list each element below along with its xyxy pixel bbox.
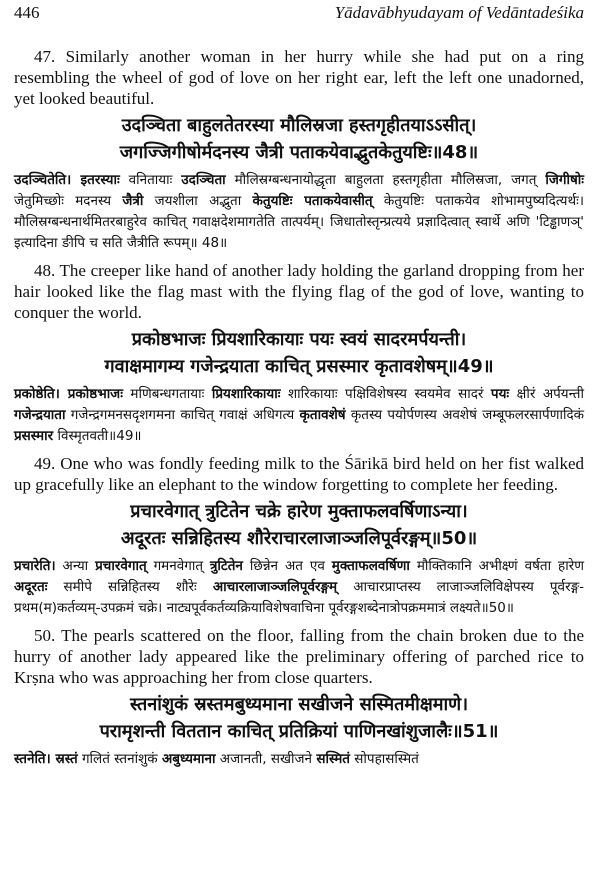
page-content bbox=[14, 46, 584, 776]
commentary-keyword: केतुयष्टिः पताकयेवासीत् bbox=[252, 193, 373, 209]
commentary-keyword: जैत्री bbox=[122, 193, 144, 209]
running-title: Yādavābhyudayam of Vedāntadeśika bbox=[334, 3, 584, 22]
page-header bbox=[14, 3, 584, 25]
verse-line: अदूरतः सन्निहितस्य शौरेराचारलाजाञ्जलिपूर्वरङ्गम्॥50॥ bbox=[120, 528, 478, 549]
commentary-keyword: मुक्ताफलवर्षिणा bbox=[331, 558, 410, 574]
commentary-text: विस्मृतवती॥49॥ bbox=[53, 428, 142, 444]
commentary-text: गजेन्द्रगमनसदृशगमना काचित् गवाक्षं अधिगत्य bbox=[65, 407, 300, 423]
translation-paragraph: 49. One who was fondly feeding milk to the Śārikā bird held on her fist walked up gracefully like an elephant to the window forgetting to complete her feeding. bbox=[14, 454, 584, 494]
commentary-text: वनितायाः bbox=[119, 172, 182, 188]
translation-paragraph: 47. Similarly another woman in her hurry while she had put on a ring resembling the wheel of god of love on her right ear, left the left one unadorned, yet looked beautiful. bbox=[14, 47, 584, 108]
verse-line: गवाक्षमागम्य गजेन्द्रयाता काचित् प्रसस्मार कृतावशेषम्॥49॥ bbox=[104, 356, 494, 377]
commentary-keyword: स्तनेति। स्रस्तं bbox=[14, 751, 78, 767]
commentary-keyword: कृतावशेषं bbox=[299, 407, 346, 423]
commentary-text: अजानती, सखीजने bbox=[215, 751, 317, 767]
translation-paragraph: 50. The pearls scattered on the floor, falling from the chain broken due to the hurry of another lady appeared like the preliminary offering of parched rice to Krṣna who was approaching her from close quarters. bbox=[14, 626, 584, 687]
commentary-keyword: जिगीषोः bbox=[545, 172, 584, 188]
verse-line: परामृशन्ती विततान काचित् प्रतिक्रियां पाणिनखांशुजालैः॥51॥ bbox=[99, 721, 499, 742]
commentary-keyword: उदञ्चितेति। इतरस्याः bbox=[14, 172, 120, 188]
commentary-text: मौलिस्रग्बन्धनायोद्धृता बाहुलता हस्तगृहीता मौलिस्रजा, जगत् bbox=[225, 172, 546, 188]
commentary-keyword: प्रियशारिकायाः bbox=[211, 386, 281, 402]
verse-line: स्तनांशुकं स्रस्तमबुध्यमाना सखीजने सस्मितमीक्षमाणे। bbox=[129, 694, 469, 715]
commentary-text: सोपहासस्मितं bbox=[349, 751, 419, 767]
sanskrit-verse bbox=[14, 326, 584, 380]
sanskrit-verse bbox=[14, 112, 584, 166]
commentary-keyword: उदञ्चिता bbox=[181, 172, 226, 188]
commentary-text: जेतुमिच्छोः मदनस्य bbox=[14, 193, 123, 209]
commentary-text: क्षीरं अर्पयन्ती bbox=[509, 386, 584, 402]
commentary-text: गमनवेगात् bbox=[146, 558, 210, 574]
commentary-paragraph bbox=[14, 749, 584, 770]
verse-line: प्रकोष्ठभाजः प्रियशारिकायाः पयः स्वयं सादरमर्पयन्ती। bbox=[131, 329, 467, 350]
verse-line: जगज्जिगीषोर्मदनस्य जैत्री पताकयेवाद्भुतकेतुयष्टिः॥48॥ bbox=[119, 142, 479, 163]
commentary-text: कृतस्य पयोर्पणस्य अवशेषं जम्बूफलरसार्पणादिकं bbox=[345, 407, 584, 423]
verse-line: उदञ्चिता बाहुलतेतरस्या मौलिस्रजा हस्तगृहीतयाऽऽसीत्। bbox=[121, 115, 477, 136]
commentary-paragraph bbox=[14, 384, 584, 447]
commentary-paragraph bbox=[14, 556, 584, 619]
commentary-keyword: सस्मितं bbox=[316, 751, 350, 767]
commentary-text: मौक्तिकानि अभीक्ष्णं वर्षता हारेण bbox=[409, 558, 584, 574]
commentary-text: आचारप्राप्तस्य लाजाञ्जलिविक्षेपस्य पूर्वरङ्ग-प्रथम(म)कर्तव्यम्-उपक्रमं चक्रे। नाट्यपूर्वकर्तव्यक्रियाविशेषवाचिना पूर्वरङ्गशब्देनात्रोपक्रममात्रं लक्ष्यते॥50॥ bbox=[14, 579, 585, 616]
commentary-text: जयशीला अद्भुता bbox=[143, 193, 253, 209]
commentary-keyword: त्रुटितेन bbox=[209, 558, 243, 574]
commentary-keyword: अबुध्यमाना bbox=[161, 751, 216, 767]
commentary-keyword: प्रसस्मार bbox=[14, 428, 54, 444]
commentary-keyword: आचारलाजाञ्जलिपूर्वरङ्गम् bbox=[212, 579, 338, 595]
commentary-text: छिन्नेन अत एव bbox=[242, 558, 332, 574]
sanskrit-verse bbox=[14, 691, 584, 745]
commentary-text: समीपे सन्निहितस्य शौरेः bbox=[47, 579, 213, 595]
commentary-keyword: पयः bbox=[490, 386, 510, 402]
commentary-keyword: अदूरतः bbox=[14, 579, 48, 595]
sanskrit-verse bbox=[14, 498, 584, 552]
commentary-keyword: प्रकोष्ठेति। प्रकोष्ठभाजः bbox=[14, 386, 123, 402]
commentary-text: केतुयष्टिः पताकयेव शोभामपुष्यदित्यर्थः। मौलिस्रग्बन्धनार्थमितरबाहुरेव काचित् गवाक्षदेशमागतेति तात्पर्यम्। जिधातोस्तृन्प्रत्यये प्रज्ञादित्वात् स्वार्थे अणि 'टिड्ढाणञ्' इत्यादिना ङीपि च सति जैत्रीति रूपम्॥ 48॥ bbox=[14, 193, 584, 251]
commentary-text: अन्या bbox=[55, 558, 96, 574]
commentary-keyword: प्रचारवेगात् bbox=[95, 558, 147, 574]
commentary-keyword: गजेन्द्रयाता bbox=[14, 407, 66, 423]
commentary-paragraph bbox=[14, 170, 584, 254]
commentary-text: शारिकायाः पक्षिविशेषस्य स्वयमेव सादरं bbox=[280, 386, 491, 402]
commentary-text: गलितं स्तनांशुकं bbox=[77, 751, 162, 767]
translation-paragraph: 48. The creeper like hand of another lady holding the garland dropping from her hair looked like the flag mast with the flying flag of the god of love, wanting to conquer the world. bbox=[14, 261, 584, 322]
page-number: 446 bbox=[14, 3, 40, 22]
verse-line: प्रचारवेगात् त्रुटितेन चक्रे हारेण मुक्ताफलवर्षिणाऽन्या। bbox=[130, 501, 468, 522]
commentary-keyword: प्रचारेति। bbox=[14, 558, 56, 574]
commentary-text: मणिबन्धगतायाः bbox=[122, 386, 212, 402]
